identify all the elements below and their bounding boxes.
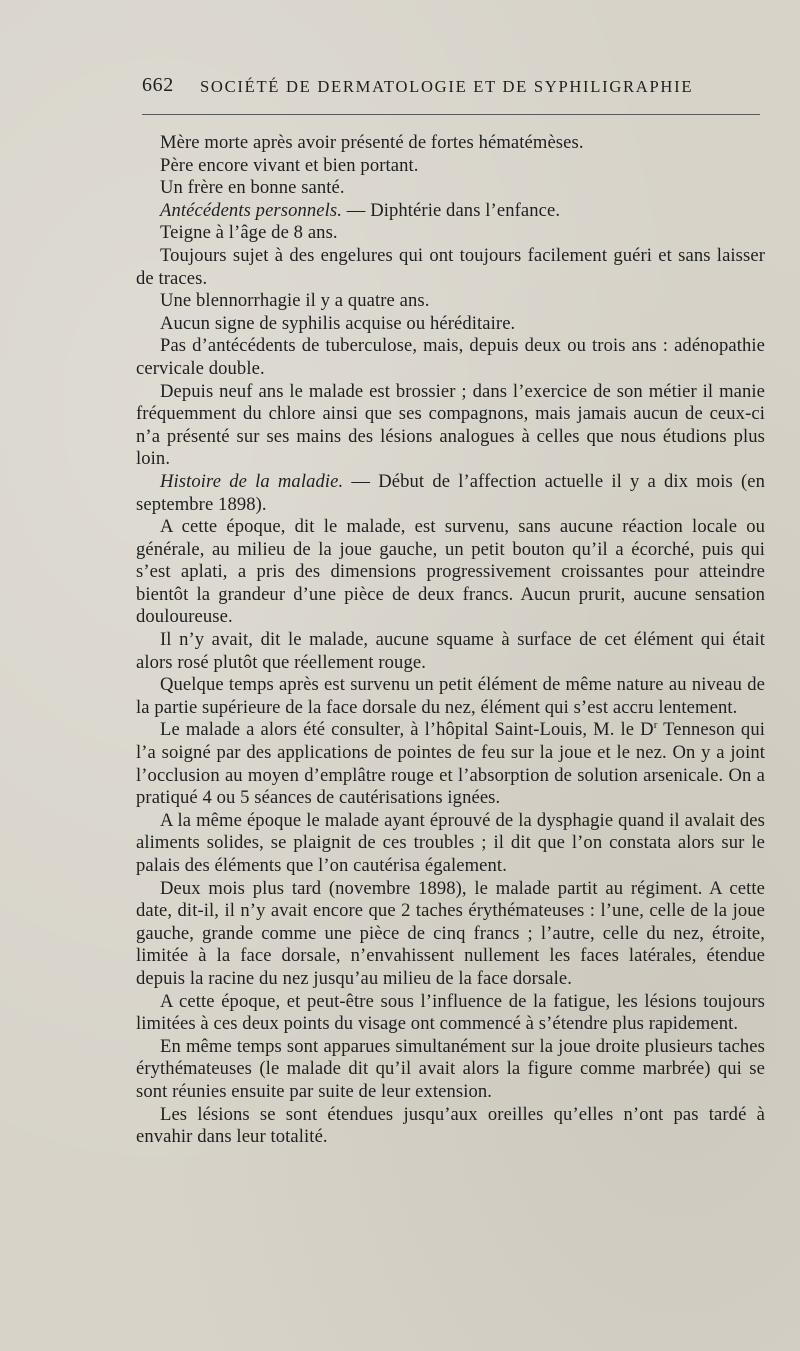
paragraph: Toujours sujet à des engelures qui ont toujours facilement guéri et sans laisser de traces. [136, 244, 765, 289]
page-number: 662 [142, 74, 174, 96]
paragraph: A cette époque, dit le malade, est survenu, sans aucune réaction locale ou générale, au milieu de la joue gauche, un petit bouton qu’il a écorché, puis qui s’est aplati, a pris des dimensions progressivement croissantes pour atteindre bientôt la grandeur d’une pièce de deux francs. Aucun prurit, aucune sensation douloureuse. [136, 516, 765, 628]
paragraph-text: — Diphtérie dans l’enfance. [342, 199, 561, 221]
section-label: Histoire de la maladie. [160, 470, 344, 492]
paragraph [136, 719, 765, 809]
paragraph: Teigne à l’âge de 8 ans. [160, 222, 338, 244]
paragraph: Il n’y avait, dit le malade, aucune squame à surface de cet élément qui était alors rosé plutôt que réellement rouge. [136, 629, 765, 673]
paragraph: Un frère en bonne santé. [160, 177, 345, 199]
running-title: SOCIÉTÉ DE DERMATOLOGIE ET DE SYPHILIGRAPHIE [200, 77, 694, 96]
superscript: r [653, 719, 658, 732]
paragraph: Deux mois plus tard (novembre 1898), le malade partit au régiment. A cette date, dit-il, il n’y avait encore que 2 taches érythémateuses : l’une, celle de la joue gauche, grande comme une pièce de cinq francs ; l’autre, celle du nez, étroite, limitée à la face dorsale, n’envahissent nullement les faces latérales, étendue depuis la racine du nez jusqu’au milieu de la face dorsale. [136, 877, 765, 989]
paragraph-text: Tenneson qui l’a soigné par des applications de pointes de feu sur la joue et le nez. On y a joint l’occlusion au moyen d’emplâtre rouge et l’absorption de solution arsenicale. On a pratiqué 4 ou 5 séances de cautérisations ignées. [136, 719, 765, 809]
paragraph [136, 471, 765, 516]
paragraph-text: — Début de l’affection actuelle il y a dix mois (en septembre 1898). [136, 470, 765, 515]
body-text [136, 132, 765, 1149]
paragraph-text: Le malade a alors été consulter, à l’hôpital Saint-Louis, M. le D [160, 719, 654, 741]
paragraph: A la même époque le malade ayant éprouvé de la dysphagie quand il avalait des aliments solides, se plaignit de ces troubles ; il dit que l’on constata alors sur le palais des éléments que l’on cautérisa également. [136, 809, 765, 876]
page-header [142, 74, 762, 104]
paragraph: Père encore vivant et bien portant. [160, 154, 419, 176]
paragraph: En même temps sont apparues simultanément sur la joue droite plusieurs taches érythémateuses (le malade dit qu’il avait alors la figure comme marbrée) qui se sont réunies ensuite par suite de leur extension. [136, 1035, 765, 1102]
paragraph: Aucun signe de syphilis acquise ou héréditaire. [160, 312, 516, 334]
paragraph: A cette époque, et peut-être sous l’influence de la fatigue, les lésions toujours limitées à ces deux points du visage ont commencé à s’étendre plus rapidement. [136, 990, 765, 1035]
paragraph: Les lésions se sont étendues jusqu’aux oreilles qu’elles n’ont pas tardé à envahir dans leur totalité. [136, 1103, 765, 1148]
paragraph: Depuis neuf ans le malade est brossier ; dans l’exercice de son métier il manie fréquemment du chlore ainsi que ses compagnons, mais jamais aucun de ceux-ci n’a présenté sur ses mains des lésions analogues à celles que nous étudions plus loin. [136, 380, 765, 470]
paragraph: Pas d’antécédents de tuberculose, mais, depuis deux ou trois ans : adénopathie cervicale double. [136, 335, 765, 379]
section-label: Antécédents personnels. [160, 199, 342, 221]
header-rule [142, 114, 760, 115]
paragraph: Quelque temps après est survenu un petit élément de même nature au niveau de la partie supérieure de la face dorsale du nez, élément qui s’est accru lentement. [136, 674, 765, 718]
paragraph [136, 200, 765, 223]
paragraph: Une blennorrhagie il y a quatre ans. [160, 290, 430, 312]
paragraph: Mère morte après avoir présenté de fortes hématémèses. [160, 132, 584, 153]
